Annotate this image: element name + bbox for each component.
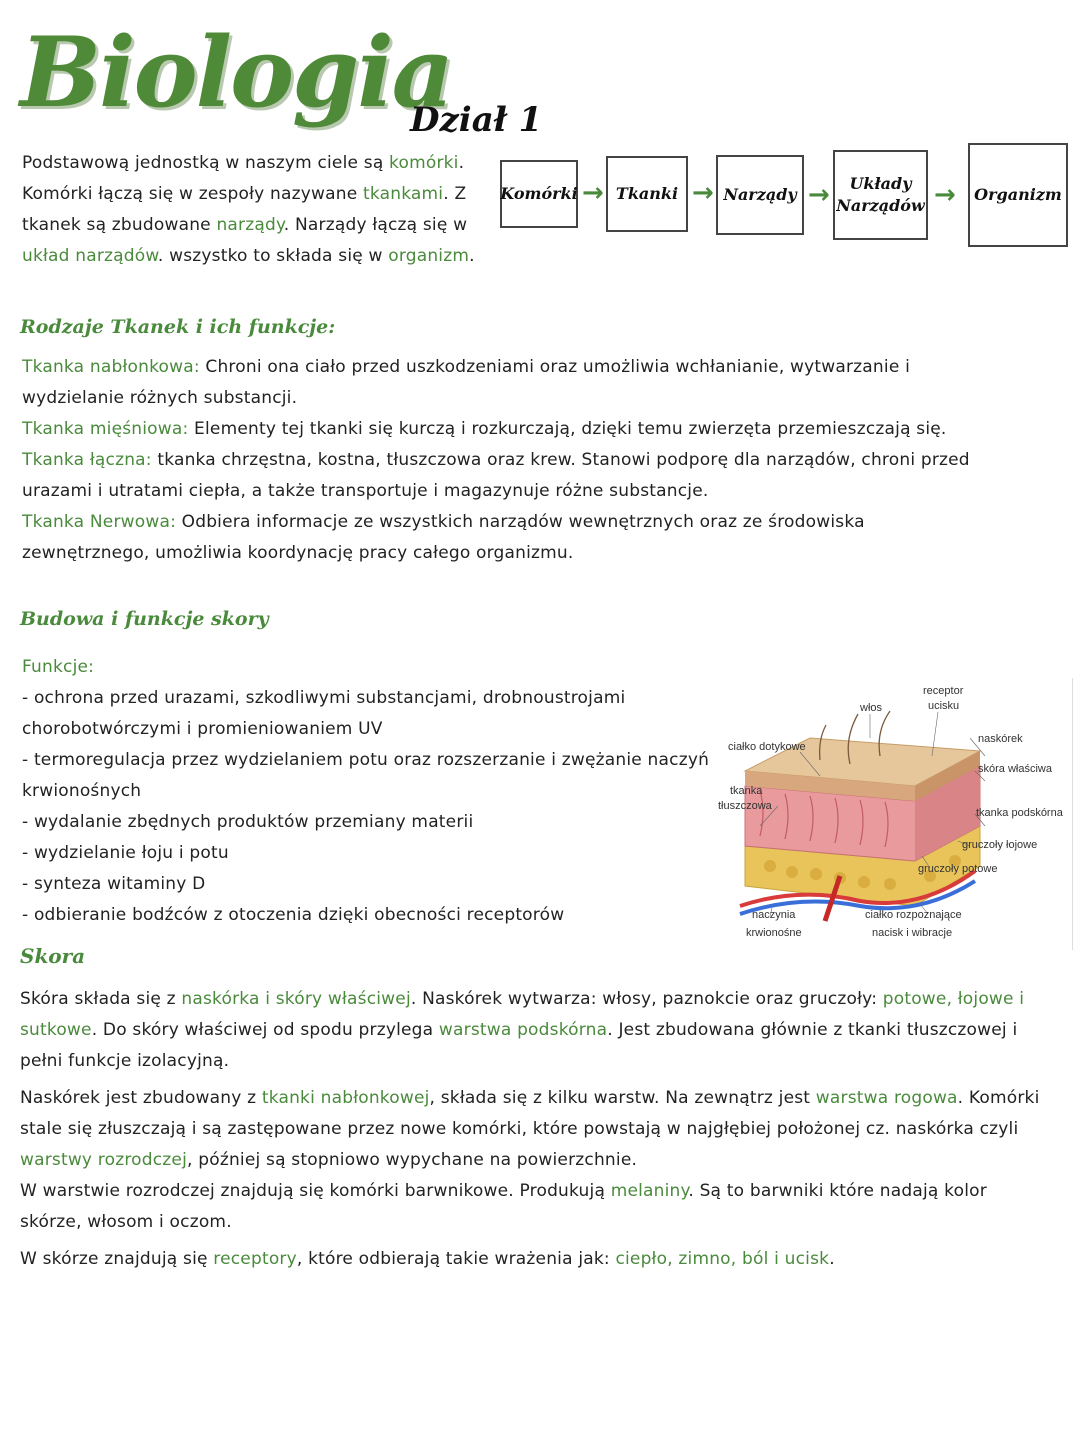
- flow-box-organism: Organizm: [968, 143, 1068, 247]
- label-sebaceous: gruczoły łojowe: [962, 839, 1038, 851]
- term-cells: komórki: [389, 153, 459, 173]
- intro-text: . Z tkanek są zbudowane: [22, 184, 467, 235]
- text: . Są to barwniki które nadają kolor skórze, włosom i oczom.: [20, 1181, 987, 1232]
- text: . Naskórek wytwarza: włosy, paznokcie oraz gruczoły:: [410, 989, 883, 1009]
- label-receptor: receptor: [923, 685, 964, 697]
- tissues-heading: Rodzaje Tkanek i ich funkcje:: [20, 316, 336, 338]
- list-item: - ochrona przed urazami, szkodliwymi substancjami, drobnoustrojami chorobotwórczymi i promieniowaniem UV: [22, 688, 626, 739]
- arrow-right-icon: →: [692, 178, 714, 208]
- tissue-muscle: [22, 414, 982, 445]
- term: receptory: [213, 1249, 297, 1269]
- tissue-desc: Chroni ona ciało przed uszkodzeniami oraz umożliwia wchłanianie, wytwarzanie i wydzielanie różnych substancji.: [22, 357, 910, 408]
- skin-cross-section-diagram: [700, 676, 1078, 946]
- text: W warstwie rozrodczej znajdują się komórki barwnikowe. Produkują: [20, 1181, 611, 1201]
- label-fat: tkanka: [730, 785, 763, 797]
- term-organs: narządy: [216, 215, 284, 235]
- skin-paragraph-1: [20, 984, 1050, 1077]
- term: warstwa podskórna: [438, 1020, 608, 1040]
- term: potowe, łojowe i sutkowe: [20, 989, 1025, 1040]
- text: , składa się z kilku warstw. Na zewnątrz jest: [429, 1088, 816, 1108]
- label-touch-body: ciałko dotykowe: [728, 741, 806, 753]
- text: Skóra składa się z: [20, 989, 182, 1009]
- page-title: Biologia: [20, 16, 452, 129]
- list-item: - termoregulacja przez wydzielaniem potu oraz rozszerzanie i zwężanie naczyń krwionośnych: [22, 750, 710, 801]
- skin-paragraph-4: [20, 1244, 1050, 1275]
- flow-box-tissues: Tkanki: [606, 156, 688, 232]
- text: W skórze znajdują się: [20, 1249, 214, 1269]
- label-hair: włos: [860, 702, 883, 714]
- list-item: - wydzielanie łoju i potu: [22, 843, 229, 863]
- text: . Komórki stale się złuszczają i są zastępowane przez nowe komórki, które powstają w najgłębiej położonej cz. naskórka czyli: [20, 1088, 1040, 1139]
- text: .: [829, 1249, 835, 1269]
- flow-box-cells: Komórki: [500, 160, 578, 228]
- tissue-desc: Elementy tej tkanki się kurczą i rozkurczają, dzięki temu zwierzęta przemieszczają się.: [188, 419, 947, 439]
- term-tissues: tkankami: [362, 184, 444, 204]
- label-vessels: naczynia: [752, 909, 796, 921]
- label-epidermis: naskórek: [978, 733, 1023, 745]
- skin-functions-heading: Budowa i funkcje skory: [20, 608, 269, 630]
- tissue-name: Tkanka Nerwowa:: [22, 512, 177, 532]
- term-organism: organizm: [388, 246, 470, 266]
- intro-text: . Komórki łączą się w zespoły nazywane: [22, 153, 465, 204]
- text: , które odbierają takie wrażenia jak:: [296, 1249, 616, 1269]
- label-sweat: gruczoły potowe: [918, 863, 998, 875]
- term: tkanki nabłonkowej: [261, 1088, 430, 1108]
- tissues-section: [22, 352, 982, 569]
- label-subcutis: tkanka podskórna: [976, 807, 1063, 819]
- list-item: - synteza witaminy D: [22, 874, 206, 894]
- list-item: - odbieranie bodźców z otoczenia dzięki obecności receptorów: [22, 905, 565, 925]
- intro-text: Podstawową jednostką w naszym ciele są: [22, 153, 390, 173]
- intro-text: . Narządy łączą się w: [283, 215, 468, 235]
- text: Naskórek jest zbudowany z: [20, 1088, 262, 1108]
- tissue-nervous: [22, 507, 982, 569]
- arrow-right-icon: →: [582, 178, 604, 208]
- skin-section: [20, 984, 1050, 1281]
- flow-box-organ-systems: Układy Narządów: [833, 150, 928, 240]
- list-item: - wydalanie zbędnych produktów przemiany materii: [22, 812, 474, 832]
- tissue-desc: tkanka chrzęstna, kostna, tłuszczowa oraz krew. Stanowi podporę dla narządów, chroni przed urazami i utratami ciepła, a także transportuje i magazynuje różne substancje.: [22, 450, 970, 501]
- image-border: [1072, 678, 1073, 950]
- arrow-right-icon: →: [808, 180, 830, 210]
- text: . Jest zbudowana głównie z tkanki tłuszczowej i pełni funkcje izolacyjną.: [20, 1020, 1018, 1071]
- term: ciepło, zimno, ból i ucisk: [615, 1249, 830, 1269]
- tissue-connective: [22, 445, 982, 507]
- term: warstwa rogowa: [815, 1088, 958, 1108]
- skin-functions-list: [22, 652, 712, 931]
- term: melaniny: [610, 1181, 689, 1201]
- tissue-desc: Odbiera informacje ze wszystkich narządów wewnętrznych oraz ze środowiska zewnętrznego, umożliwia koordynację pracy całego organizmu.: [22, 512, 865, 563]
- skin-heading: Skora: [20, 944, 86, 968]
- section-subtitle: Dział 1: [410, 100, 543, 140]
- label-receptor-2: ucisku: [928, 700, 960, 712]
- label-pressure-2: nacisk i wibracje: [872, 927, 953, 939]
- text: , później są stopniowo wypychane na powierzchnie.: [187, 1150, 638, 1170]
- term-organ-systems: układ narządów: [22, 246, 158, 266]
- skin-paragraph-3: [20, 1176, 1050, 1238]
- label-vessels-2: krwionośne: [746, 927, 802, 939]
- arrow-right-icon: →: [934, 180, 956, 210]
- label-pressure: ciałko rozpoznające: [865, 909, 962, 921]
- text: . Do skóry właściwej od spodu przylega: [91, 1020, 439, 1040]
- tissue-name: Tkanka łączna:: [22, 450, 152, 470]
- term: naskórka i skóry właściwej: [181, 989, 411, 1009]
- tissue-name: Tkanka mięśniowa:: [22, 419, 189, 439]
- term: warstwy rozrodczej: [20, 1150, 188, 1170]
- label-fat-2: tłuszczowa: [718, 800, 772, 812]
- label-dermis: skóra właściwa: [978, 763, 1052, 775]
- tissue-name: Tkanka nabłonkowa:: [22, 357, 200, 377]
- intro-text: . wszystko to składa się w: [157, 246, 389, 266]
- flow-box-organs: Narządy: [716, 155, 804, 235]
- hierarchy-flowchart: [0, 0, 1080, 260]
- functions-label: Funkcje:: [22, 657, 95, 677]
- intro-text: .: [469, 246, 475, 266]
- tissue-epithelial: [22, 352, 982, 414]
- skin-paragraph-2: [20, 1083, 1050, 1176]
